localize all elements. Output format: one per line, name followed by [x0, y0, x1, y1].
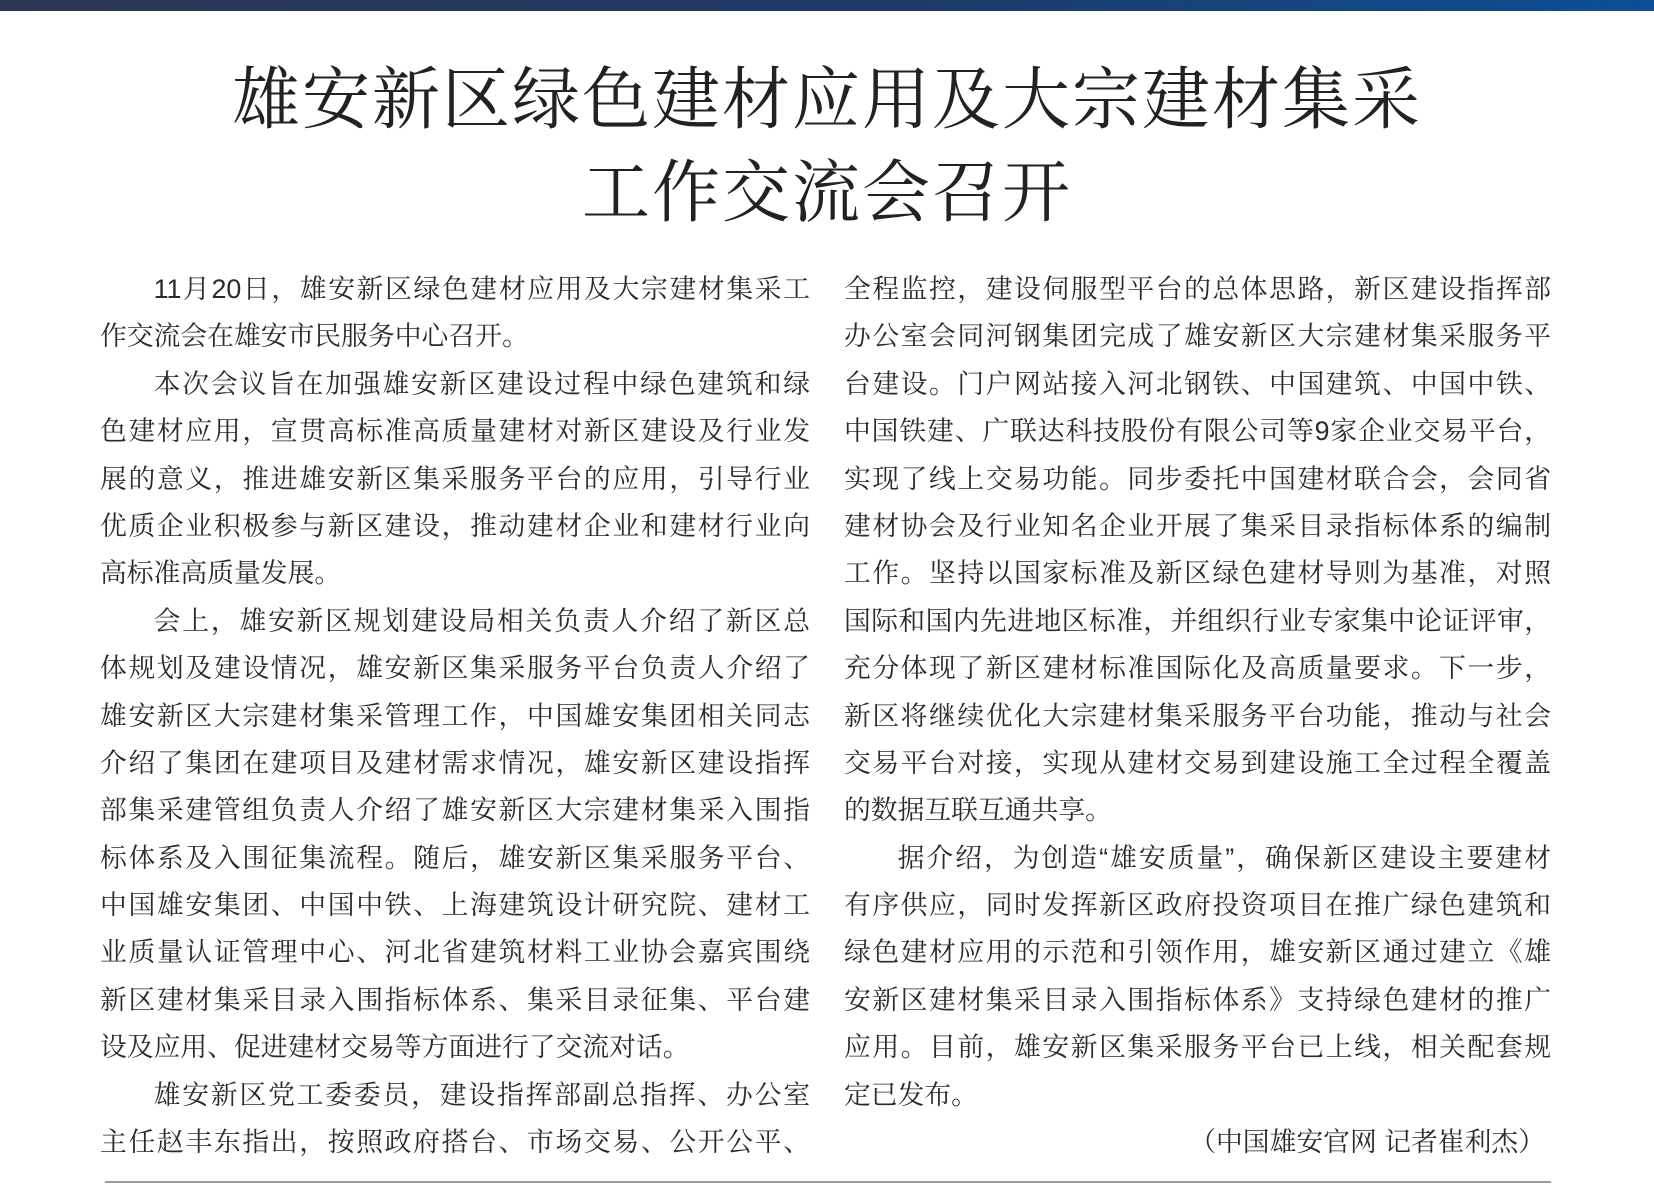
text-line: 有序供应，同时发挥新区政府投资项目在推广绿色建筑和: [844, 890, 1551, 921]
text-line: 标体系及入围征集流程。随后，雄安新区集采服务平台、: [100, 842, 810, 873]
text-line: 高标准高质量发展。: [100, 558, 342, 589]
text-line: 定已发布。: [844, 1079, 978, 1110]
text-line: 优质企业积极参与新区建设，推动建材企业和建材行业向: [100, 510, 810, 541]
text-line: 作交流会在雄安市民服务中心召开。: [100, 321, 529, 352]
article-paragraph: [100, 1072, 810, 1167]
text-line: 部集采建管组负责人介绍了雄安新区大宗建材集采入围指: [100, 795, 810, 826]
text-line: 色建材应用，宣贯高标准高质量建材对新区建设及行业发: [100, 416, 810, 447]
text-line: 介绍了集团在建项目及建材需求情况，雄安新区建设指挥: [100, 747, 810, 778]
title-line: 工作交流会召开: [581, 154, 1072, 233]
text-line: 展的意义，推进雄安新区集采服务平台的应用，引导行业: [100, 463, 810, 494]
text-line: 体规划及建设情况，雄安新区集采服务平台负责人介绍了: [100, 653, 810, 684]
text-line: 建材协会及行业知名企业开展了集采目录指标体系的编制: [844, 510, 1551, 541]
article-paragraph: [100, 361, 810, 598]
header-bar: [0, 0, 1654, 11]
text-line: 台建设。门户网站接入河北钢铁、中国建筑、中国中铁、: [844, 368, 1551, 399]
text-line: 11月20日，雄安新区绿色建材应用及大宗建材集采工: [153, 274, 810, 304]
text-line: 实现了线上交易功能。同步委托中国建材联合会，会同省: [844, 463, 1551, 494]
article-paragraph-continued: [844, 266, 1551, 835]
text-line: 雄安新区大宗建材集采管理工作，中国雄安集团相关同志: [100, 700, 810, 731]
text-line: 业质量认证管理中心、河北省建筑材料工业协会嘉宾围绕: [100, 937, 810, 968]
text-line: 交易平台对接，实现从建材交易到建设施工全过程全覆盖: [844, 747, 1551, 778]
text-line: 全程监控，建设伺服型平台的总体思路，新区建设指挥部: [844, 274, 1551, 304]
text-line: 本次会议旨在加强雄安新区建设过程中绿色建筑和绿: [153, 368, 810, 399]
article-paragraph: [844, 835, 1551, 1119]
text-line: 办公室会同河钢集团完成了雄安新区大宗建材集采服务平: [844, 321, 1551, 352]
text-line: 设及应用、促进建材交易等方面进行了交流对话。: [100, 1032, 690, 1063]
article-paragraph: [100, 598, 810, 1072]
text-line: 新区将继续优化大宗建材集采服务平台功能，推动与社会: [844, 700, 1551, 731]
text-line: 安新区建材集采目录入围指标体系》支持绿色建材的推广: [844, 984, 1551, 1015]
text-line: 工作。坚持以国家标准及新区绿色建材导则为基准，对照: [844, 558, 1551, 589]
right-column: [844, 266, 1551, 1166]
left-column: [100, 266, 810, 1166]
text-line: 中国铁建、广联达科技股份有限公司等9家企业交易平台，: [844, 416, 1551, 447]
text-line: 雄安新区党工委委员，建设指挥部副总指挥、办公室: [153, 1079, 810, 1110]
article-paragraph: [100, 266, 810, 361]
text-line: 据介绍，为创造“雄安质量”，确保新区建设主要建材: [897, 842, 1551, 873]
text-line: 充分体现了新区建材标准国际化及高质量要求。下一步，: [844, 653, 1551, 684]
text-line: 主任赵丰东指出，按照政府搭台、市场交易、公开公平、: [100, 1127, 810, 1158]
bottom-divider: [105, 1181, 1551, 1183]
text-line: 绿色建材应用的示范和引领作用，雄安新区通过建立《雄: [844, 937, 1551, 968]
text-line: 国际和国内先进地区标准，并组织行业专家集中论证评审，: [844, 605, 1551, 636]
text-line: 应用。目前，雄安新区集采服务平台已上线，相关配套规: [844, 1032, 1551, 1063]
text-line: 的数据互联互通共享。: [844, 795, 1112, 826]
text-line: 新区建材集采目录入围指标体系、集采目录征集、平台建: [100, 984, 810, 1015]
text-line: 会上，雄安新区规划建设局相关负责人介绍了新区总: [153, 605, 810, 636]
article-title: [0, 54, 1654, 240]
title-line: 雄安新区绿色建材应用及大宗建材集采: [231, 61, 1422, 140]
article-byline: （中国雄安官网 记者崔利杰）: [1189, 1127, 1545, 1158]
text-line: 中国雄安集团、中国中铁、上海建筑设计研究院、建材工: [100, 890, 810, 921]
